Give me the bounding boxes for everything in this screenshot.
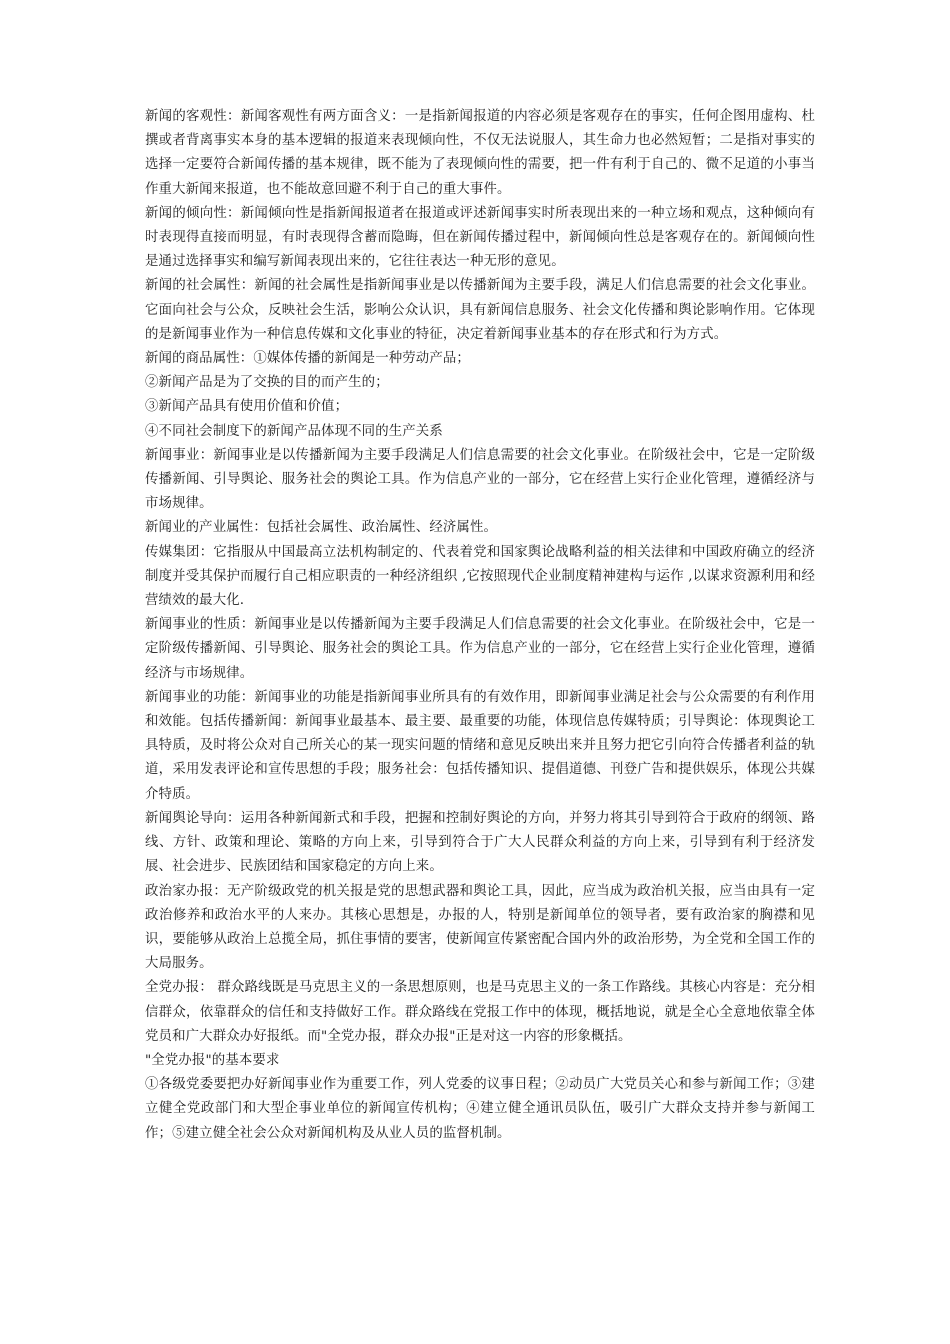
paragraph-whole-party-run-paper: 全党办报： 群众路线既是马克思主义的一条思想原则，也是马克思主义的一条工作路线。其核心内容是：充分相信群众，依靠群众的信任和支持做好工作。群众路线在党报工作中的体现，概括地说，就是全心全意地依靠全体党员和广大群众办好报纸。而"全党办报，群众办报"正是对这一内容的形象概括。 <box>145 980 815 1044</box>
paragraph-commodity-item-4: ④不同社会制度下的新闻产品体现不同的生产关系 <box>145 423 443 439</box>
paragraph-industry-functions: 新闻事业的功能：新闻事业的功能是指新闻事业所具有的有效作用，即新闻事业满足社会与公众需要的有利作用和效能。包括传播新闻：新闻事业最基本、最主要、最重要的功能，体现信息传媒特质；引导舆论：体现舆论工具特质，及时将公众对自己所关心的某一现实问题的情绪和意见反映出来并且努力把它引向符合传播者利益的轨道，采用发表评论和宣传思想的手段；服务社会：包括传播知识、提倡道德、刊登广告和提供娱乐，体现公共媒介特质。 <box>145 689 815 802</box>
document-body <box>145 105 815 1146</box>
paragraph-tendency: 新闻的倾向性：新闻倾向性是指新闻报道者在报道或评述新闻事实时所表现出来的一种立场和观点，这种倾向有时表现得直接而明显，有时表现得含蓄而隐晦，但在新闻传播过程中，新闻倾向性总是客观存在的。新闻倾向性是通过选择事实和编写新闻表现出来的，它往往表达一种无形的意见。 <box>145 205 815 270</box>
paragraph-media-group: 传媒集团：它指服从中国最高立法机构制定的、代表着党和国家舆论战略利益的相关法律和中国政府确立的经济制度并受其保护而履行自己相应职责的一种经济组织 ,它按照现代企业制度精神建构与运作 ,以谋求资源利用和经营绩效的最大化. <box>145 544 815 609</box>
paragraph-requirements-heading: "全党办报"的基本要求 <box>145 1052 280 1068</box>
paragraph-opinion-guidance: 新闻舆论导向：运用各种新闻新式和手段，把握和控制好舆论的方向，并努力将其引导到符合于政府的纲领、路线、方针、政策和理论、策略的方向上来，引导到符合于广大人民群众利益的方向上来，引导到有利于经济发展、社会进步、民族团结和国家稳定的方向上来。 <box>145 810 815 875</box>
paragraph-politician-run-paper: 政治家办报：无产阶级政党的机关报是党的思想武器和舆论工具，因此，应当成为政治机关报，应当由具有一定政治修养和政治水平的人来办。其核心思想是，办报的人，特别是新闻单位的领导者，要有政治家的胸襟和见识，要能够从政治上总揽全局，抓住事情的要害，使新闻宣传紧密配合国内外的政治形势，为全党和全国工作的大局服务。 <box>145 883 815 972</box>
paragraph-commodity-item-3: ③新闻产品具有使用价值和价值； <box>145 399 349 415</box>
paragraph-commodity-attribute: 新闻的商品属性：①媒体传播的新闻是一种劳动产品； <box>145 351 470 367</box>
paragraph-industry-attributes: 新闻业的产业属性：包括社会属性、政治属性、经济属性。 <box>145 520 498 536</box>
paragraph-industry-nature: 新闻事业的性质：新闻事业是以传播新闻为主要手段满足人们信息需要的社会文化事业。在阶级社会中，它是一定阶级传播新闻、引导舆论、服务社会的舆论工具。作为信息产业的一部分，它在经营上实行企业化管理，遵循经济与市场规律。 <box>145 617 815 681</box>
paragraph-objectivity: 新闻的客观性：新闻客观性有两方面含义：一是指新闻报道的内容必须是客观存在的事实，任何企图用虚构、杜撰或者背离事实本身的基本逻辑的报道来表现倾向性，不仅无法说服人，其生命力也必然短暂；二是指对事实的选择一定要符合新闻传播的基本规律，既不能为了表现倾向性的需要，把一件有利于自己的、微不足道的小事当作重大新闻来报道，也不能故意回避不利于自己的重大事件。 <box>145 109 815 197</box>
paragraph-news-industry: 新闻事业：新闻事业是以传播新闻为主要手段满足人们信息需要的社会文化事业。在阶级社会中，它是一定阶级传播新闻、引导舆论、服务社会的舆论工具。作为信息产业的一部分，它在经营上实行企业化管理，遵循经济与市场规律。 <box>145 447 815 512</box>
paragraph-requirements-list: ①各级党委要把办好新闻事业作为重要工作，列人党委的议事日程；②动员广大党员关心和参与新闻工作；③建立健全党政部门和大型企事业单位的新闻宣传机构；④建立健全通讯员队伍，吸引广大群众支持并参与新闻工作；⑤建立健全社会公众对新闻机构及从业人员的监督机制。 <box>145 1077 815 1141</box>
paragraph-social-attribute: 新闻的社会属性：新闻的社会属性是指新闻事业是以传播新闻为主要手段，满足人们信息需要的社会文化事业。它面向社会与公众，反映社会生活，影响公众认识，具有新闻信息服务、社会文化传播和舆论影响作用。它体现的是新闻事业作为一种信息传媒和文化事业的特征，决定着新闻事业基本的存在形式和行为方式。 <box>145 278 815 342</box>
paragraph-commodity-item-2: ②新闻产品是为了交换的目的而产生的； <box>145 375 389 391</box>
